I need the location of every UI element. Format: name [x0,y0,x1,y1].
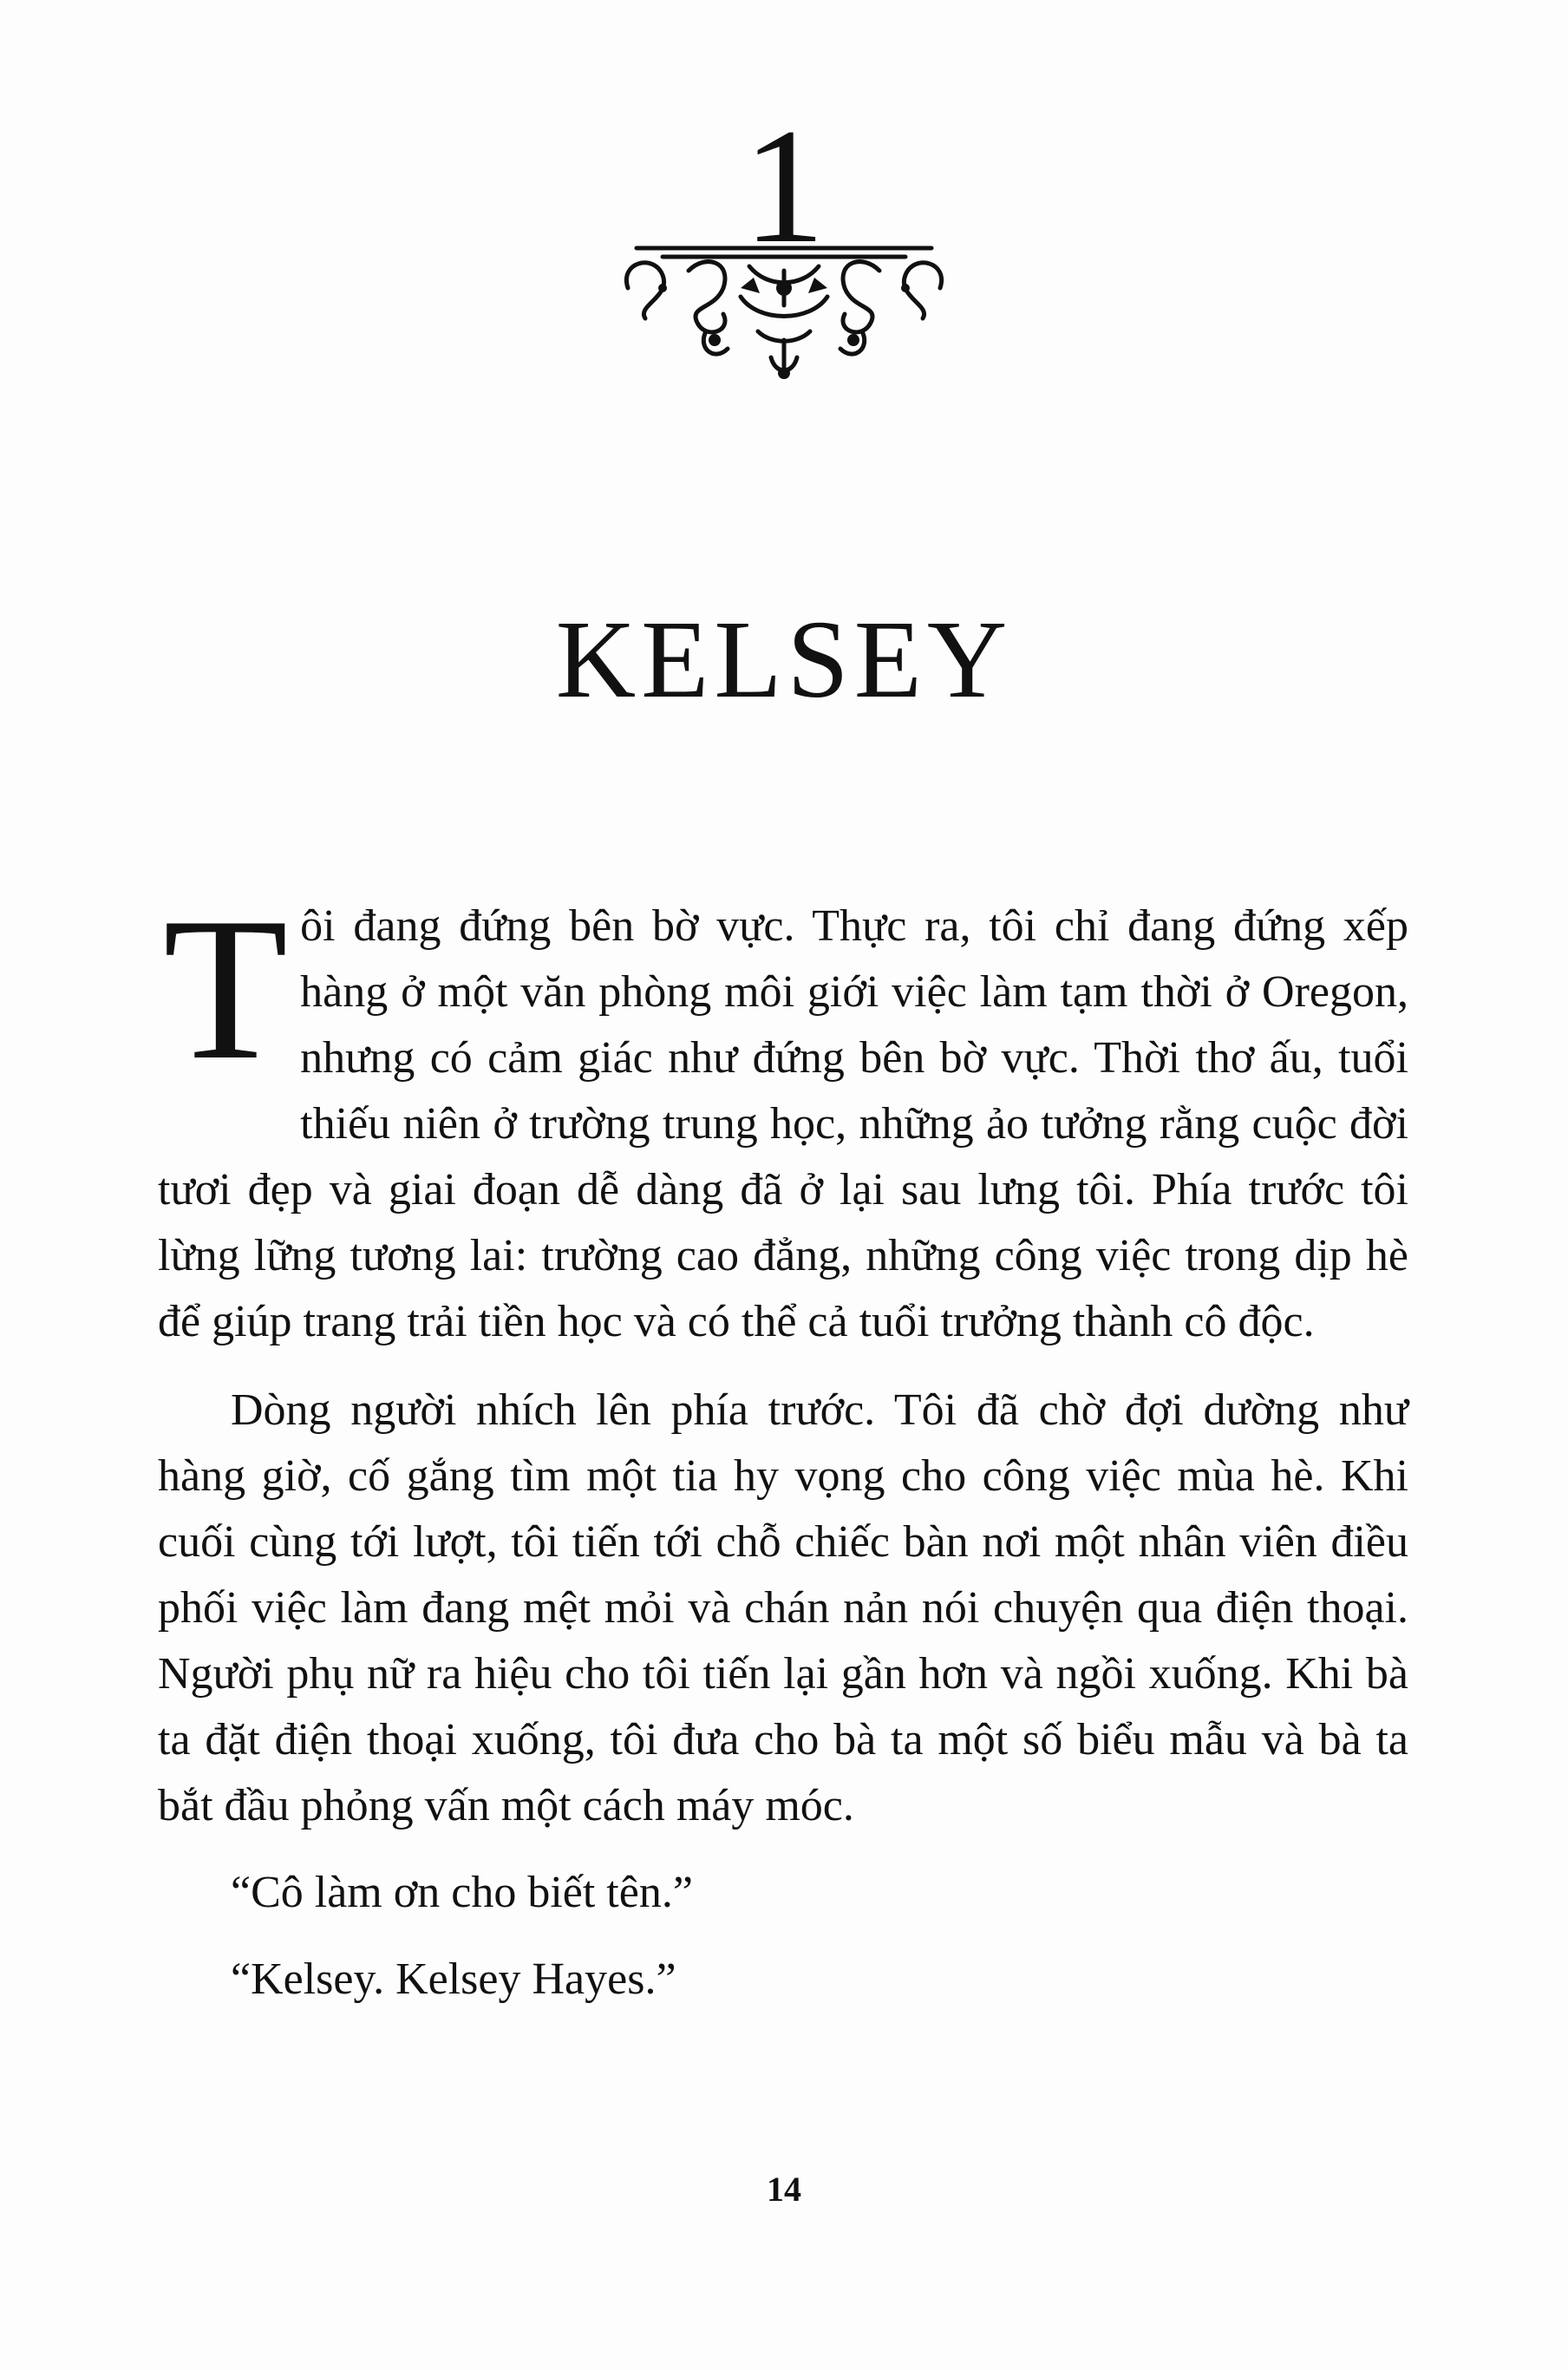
dialogue-line-1: “Cô làm ơn cho biết tên.” [231,1868,693,1917]
body-text [158,876,1408,2033]
paragraph-2: Dòng người nhích lên phía trước. Tôi đã chờ đợi dường như hàng giờ, cố gắng tìm một tia hy vọng cho công việc mùa hè. Khi cuối cùng tới lượt, tôi tiến tới chỗ chiếc bàn nơi một nhân viên điều phối việc làm đang mệt mỏi và chán nản nói chuyện qua điện thoại. Người phụ nữ ra hiệu cho tôi tiến lại gần hơn và ngồi xuống. Khi bà ta đặt điện thoại xuống, tôi đưa cho bà ta một số biểu mẫu và bà ta bắt đầu phỏng vấn một cách máy móc. [158,1385,1408,1830]
page-number: 14 [767,2170,801,2209]
fleuron-ornament-icon [611,236,957,383]
dialogue-line-2: “Kelsey. Kelsey Hayes.” [231,1954,676,2004]
chapter-title: KELSEY [555,598,1013,721]
paragraph-1-text: ôi đang đứng bên bờ vực. Thực ra, tôi chỉ đang đứng xếp hàng ở một văn phòng môi giới việc làm tạm thời ở Oregon, nhưng có cảm giác như đứng bên bờ vực. Thời thơ ấu, tuổi thiếu niên ở trường trung học, những ảo tưởng rằng cuộc đời tươi đẹp và giai đoạn dễ dàng đã ở lại sau lưng tôi. Phía trước tôi lừng lững tương lai: trường cao đẳng, những công việc trong dịp hè để giúp trang trải tiền học và có thể cả tuổi trưởng thành cô độc. [158,901,1408,1346]
chapter-number: 1 [742,95,826,278]
drop-cap: T [163,876,289,1103]
paragraph-1 [158,876,1408,1355]
